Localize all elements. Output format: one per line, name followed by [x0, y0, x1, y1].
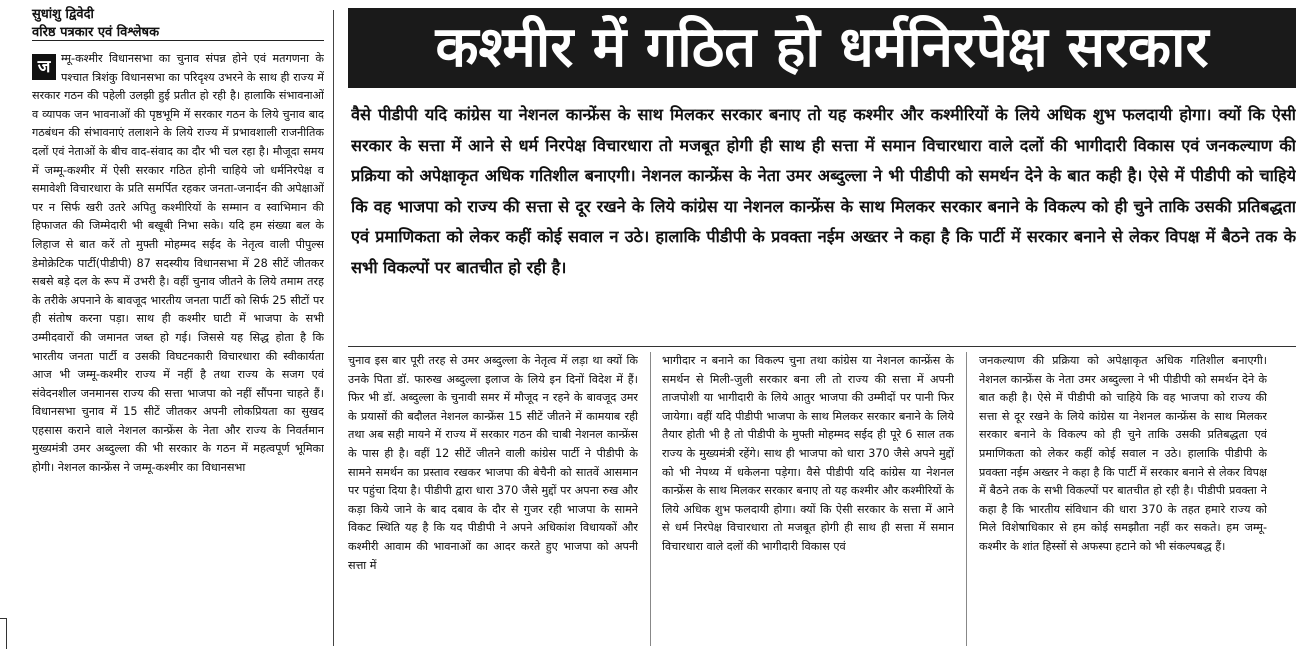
column-2-text: चुनाव इस बार पूरी तरह से उमर अब्दुल्ला के नेतृत्व में लड़ा था क्यों कि उनके पिता डॉ. फारुख अब्दुल्ला इलाज के लिये इन दिनों विदेश में हैं। फिर भी डॉ. अब्दुल्ला के चुनावी समर में मौजूद न रहने के बावजूद उमर के प्रयासों की बदौलत नेशनल कान्फ्रेंस 15 सीटें जीतने में कामयाब रही तथा अब सही मायने में राज्य में सरकार गठन की चाबी नेशनल कान्फ्रेंस के पास ही है। वहीं 12 सीटें जीतने वाली कांग्रेस पार्टी ने पीडीपी के सामने समर्थन का प्रस्ताव रखकर भाजपा की बेचैनी को सातवें आसमान पर पहुंचा दिया है। पीडीपी द्वारा धारा 370 जैसे मुद्दों पर अपना रुख और कड़ा किये जाने के बाद दबाव के दौर से गुजर रही भाजपा के सामने विकट स्थिति यह है कि यद पीडीपी ने अपने अधिकांश विधायकों और कश्मीरी आवाम की भावनाओं का आदर करते हुए भाजपा को अपनी सत्ता में — [348, 354, 638, 572]
standfirst: वैसे पीडीपी यदि कांग्रेस या नेशनल कान्फ्रेंस के साथ मिलकर सरकार बनाए तो यह कश्मीर और कश्मीरियों के लिये अधिक शुभ फलदायी होगा। क्यों कि ऐसी सरकार के सत्ता में आने से धर्म निरपेक्ष विचारधारा तो मजबूत होगी ही साथ ही सत्ता में समान विचारधारा वाले दलों की भागीदारी विकास एवं जनकल्याण की प्रक्रिया को अपेक्षाकृत अधिक गतिशील बनाएगी। नेशनल कान्फ्रेंस के नेता उमर अब्दुल्ला ने भी पीडीपी को समर्थन देने के बात कही है। ऐसे में पीडीपी को चाहिये कि वह भाजपा को राज्य की सत्ता से दूर रखने के लिये कांग्रेस या नेशनल कान्फ्रेंस के साथ मिलकर सरकार बनाने के विकल्प को ही चुने ताकि उसकी प्रतिबद्धता एवं प्रमाणिकता को लेकर कहीं कोई सवाल न उठे। हालाकि पीडीपी के प्रवक्ता नईम अख्तर ने कहा है कि पार्टी में सरकार बनाने से लेकर विपक्ष में बैठने तक के सभी विकल्पों पर बातचीत हो रही है। — [351, 105, 1296, 277]
left-bottom-tick — [0, 618, 7, 649]
column-divider-3-4 — [966, 352, 967, 646]
column-4-text: जनकल्याण की प्रक्रिया को अपेक्षाकृत अधिक गतिशील बनाएगी। नेशनल कान्फ्रेंस के नेता उमर अब्दुल्ला ने भी पीडीपी को समर्थन देने के बात कही है। ऐसे में पीडीपी को चाहिये कि वह भाजपा को राज्य की सत्ता से दूर रखने के लिये कांग्रेस या नेशनल कान्फ्रेंस के साथ मिलकर सरकार बनाने के विकल्प को ही चुने ताकि उसकी प्रतिबद्धता एवं प्रमाणिकता को लेकर कहीं कोई सवाल न उठे। हालाकि पीडीपी के प्रवक्ता नईम अख्तर ने कहा है कि पार्टी में सरकार बनाने से लेकर विपक्ष में बैठने तक के सभी विकल्पों पर बातचीत हो रही है। पीडीपी प्रवक्ता ने कहा है कि भारतीय संविधान की धारा 370 के तहत हमारे राज्य को मिले विशेषाधिकार से हम कोई समझौता नहीं कर सकते। हम जम्मू-कश्मीर के शांत हिस्सों से अफस्पा हटाने को भी संकल्पबद्ध हैं। — [979, 354, 1267, 553]
column-divider-2-3 — [650, 352, 651, 646]
article-column-1 — [32, 50, 324, 646]
column-1-text: म्मू-कश्मीर विधानसभा का चुनाव संपन्न होने एवं मतगणना के पश्चात त्रिशंकु विधानसभा का परिदृश्य उभरने के साथ ही राज्य में सरकार गठन की पहेली उलझी हुई प्रतीत हो रही है। हालाकि संभावनाओं व व्यापक जन भावनाओं की पृष्ठभूमि में सरकार गठन के लिये चुनाव बाद गठबंधन की संभावनाएं तलाशने के लिये राज्य में प्रभावशाली राजनीतिक दलों एवं नेताओं के बीच वाद-संवाद का दौर भी चल रहा है। मौजूदा समय में जम्मू-कश्मीर में ऐसी सरकार गठित होनी चाहिये जो धर्मनिरपेक्ष व समावेशी विचारधारा के प्रति समर्पित रहकर जनता-जनार्दन की अपेक्षाओं पर न सिर्फ खरी उतरे अपितु कश्मीरियों के सम्मान व स्वाभिमान की हिफाजत की जिम्मेदारी भी बखूबी निभा सके। यदि हम संख्या बल के लिहाज से बात करें तो मुफ्ती मोहम्मद सईद के नेतृत्व वाली पीपुल्स डेमोक्रेटिक पार्टी(पीडीपी) 87 सदस्यीय विधानसभा में 28 सीटें जीतकर सबसे बड़े दल के रूप में उभरी है। वहीं चुनाव जीतने के लिये तमाम तरह के तरीके अपनाने के बावजूद भारतीय जनता पार्टी को सिर्फ 25 सीटों पर ही संतोष करना पड़ा। साथ ही कश्मीर घाटी में भाजपा के सभी उम्मीदवारों की जमानत जब्त हो गई। जिससे यह सिद्ध होता है कि भारतीय जनता पार्टी व उसकी विघटनकारी विचारधारा की स्वीकार्यता आज भी जम्मू-कश्मीर राज्य में नहीं है तथा राज्य के सजग एवं संवेदनशील जनमानस राज्य की सत्ता भाजपा को नहीं सौंपना चाहते हैं। विधानसभा चुनाव में 15 सीटें जीतकर अपनी लोकप्रियता का सुखद एहसास कराने वाले नेशनल कान्फ्रेंस के नेता और राज्य के निवर्तमान मुख्यमंत्री उमर अब्दुल्ला की भी सरकार के गठन में महत्वपूर्ण भूमिका होगी। नेशनल कान्फ्रेंस ने जम्मू-कश्मीर का विधानसभा — [32, 52, 324, 475]
headline: कश्मीर में गठित हो धर्मनिरपेक्ष सरकार — [348, 8, 1296, 88]
author-role: वरिष्ठ पत्रकार एवं विश्लेषक — [32, 25, 160, 40]
column-3-text: भागीदार न बनाने का विकल्प चुना तथा कांग्रेस या नेशनल कान्फ्रेंस के समर्थन से मिली-जुली सरकार बना ली तो राज्य की सत्ता में अपनी ताजपोशी या भागीदारी के लिये आतुर भाजपा की उम्मीदों पर पानी फिर जायेगा। वहीं यदि पीडीपी भाजपा के साथ मिलकर सरकार बनाने के लिये तैयार होती भी है तो पीडीपी के मुफ्ती मोहम्मद सईद ही पूरे 6 साल तक राज्य के मुख्यमंत्री रहेंगे। साथ ही भाजपा को धारा 370 जैसे अपने मुद्दों को भी नेपथ्य में धकेलना पड़ेगा। वैसे पीडीपी यदि कांग्रेस या नेशनल कान्फ्रेंस के साथ मिलकर सरकार बनाए तो यह कश्मीर और कश्मीरियों के लिये अधिक शुभ फलदायी होगा। क्यों कि ऐसी सरकार के सत्ता में आने से धर्म निरपेक्ष विचारधारा तो मजबूत होगी ही साथ ही सत्ता में समान विचारधारा वाले दलों की भागीदारी विकास एवं — [662, 354, 954, 553]
standfirst-divider — [348, 346, 1296, 347]
left-column-divider — [333, 10, 334, 646]
author-name: सुधांशु द्विवेदी — [32, 7, 94, 22]
article-column-2 — [348, 352, 638, 646]
article-column-3 — [662, 352, 954, 646]
byline-divider — [32, 40, 324, 41]
article-column-4 — [979, 352, 1267, 646]
drop-cap: ज — [32, 54, 56, 80]
